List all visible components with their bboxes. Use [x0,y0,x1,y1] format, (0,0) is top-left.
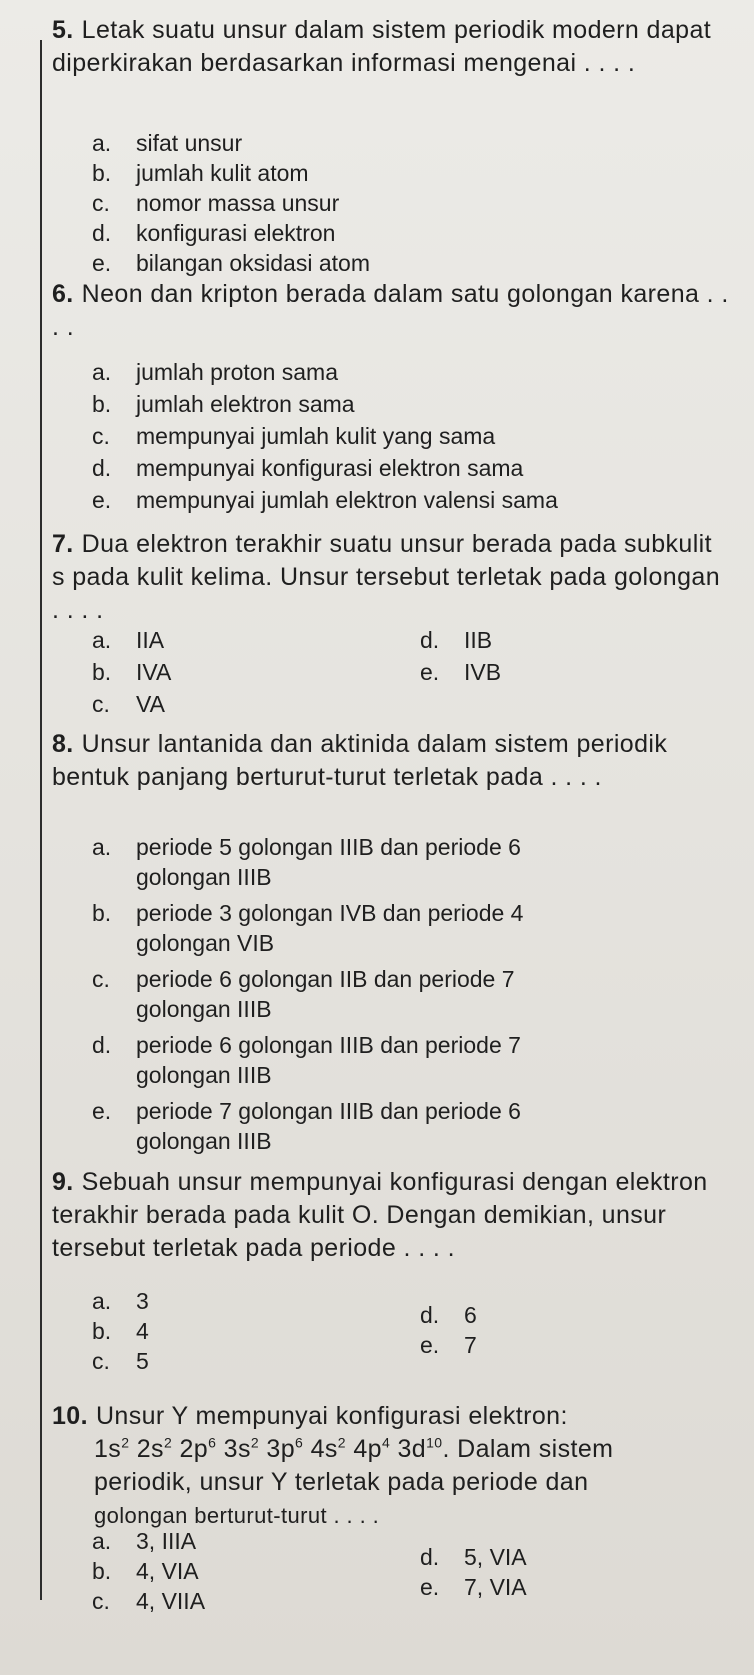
option-8e[interactable]: e. periode 7 golongan IIIB dan periode 6 golongan IIIB [92,1098,521,1154]
orbital-term: 2s [129,1435,164,1463]
option-5a[interactable]: a. sifat unsur [92,130,243,156]
margin-rule [40,40,42,1600]
orbital-term: 3d [390,1435,427,1463]
option-10c[interactable]: c. 4, VIIA [92,1588,206,1614]
option-9c[interactable]: c. 5 [92,1348,149,1374]
question-stem-cont: golongan berturut-turut . . . . [94,1503,380,1528]
question-stem: 8. Unsur lantanida dan aktinida dalam sistem periodik bentuk panjang berturut-turut terletak pada . . . . [52,730,668,791]
option-8d[interactable]: d. periode 6 golongan IIIB dan periode 7 golongan IIIB [92,1032,521,1088]
option-7a[interactable]: a. IIA [92,627,165,653]
option-6b[interactable]: b. jumlah elektron sama [92,391,355,417]
option-10d[interactable]: d. 5, VIA [420,1544,527,1570]
option-7e[interactable]: e. IVB [420,659,502,685]
question-stem: 7. Dua elektron terakhir suatu unsur berada pada subkulit s pada kulit kelima. Unsur tersebut terletak pada golongan . . . . [52,530,721,624]
orbital-electrons: 10 [426,1434,443,1451]
orbital-electrons: 4 [381,1434,391,1451]
orbital-term: 4s [303,1435,338,1463]
question-7 [52,528,732,627]
electron-configuration: $1s^2$ $2s^2$ $2p^6$ $3s^2$ $3p^6$ $4s^2$ $4p^4$ $3d^{10}$. Dalam sistem [94,1434,614,1463]
orbital-electrons: 2 [250,1434,260,1451]
option-8c[interactable]: c. periode 6 golongan IIB dan periode 7 golongan IIIB [92,966,515,1022]
question-stem: 5. Letak suatu unsur dalam sistem periodik modern dapat diperkirakan berdasarkan informasi mengenai . . . . [52,16,712,77]
option-8b[interactable]: b. periode 3 golongan IVB dan periode 4 golongan VIB [92,900,524,956]
option-5e[interactable]: e. bilangan oksidasi atom [92,250,370,276]
question-stem-cont: periodik, unsur Y terletak pada periode dan [94,1468,589,1496]
option-5d[interactable]: d. konfigurasi elektron [92,220,336,246]
orbital-electrons: 6 [295,1434,304,1451]
option-8a[interactable]: a. periode 5 golongan IIIB dan periode 6 golongan IIIB [92,834,521,890]
orbital-electrons: 6 [208,1434,217,1451]
option-7d[interactable]: d. IIB [420,627,493,653]
option-9d[interactable]: d. 6 [420,1302,477,1328]
orbital-term: 4p [345,1435,382,1463]
orbital-term: 3s [216,1435,251,1463]
option-10a[interactable]: a. 3, IIIA [92,1528,197,1554]
question-stem: 10. Unsur Y mempunyai konfigurasi elektron: [52,1402,568,1430]
orbital-term: 1s [94,1435,122,1463]
option-5b[interactable]: b. jumlah kulit atom [92,160,309,186]
option-5c[interactable]: c. nomor massa unsur [92,190,340,216]
option-7c[interactable]: c. VA [92,691,165,717]
orbital-term: 2p [172,1435,209,1463]
orbital-electrons: 2 [121,1434,130,1451]
orbital-electrons: 2 [337,1434,346,1451]
option-6a[interactable]: a. jumlah proton sama [92,359,338,385]
orbital-term: 3p [259,1435,296,1463]
question-stem: 9. Sebuah unsur mempunyai konfigurasi dengan elektron terakhir berada pada kulit O. Dengan demikian, unsur tersebut terletak pada periode . . . . [52,1168,708,1262]
option-9e[interactable]: e. 7 [420,1332,477,1358]
question-10 [52,1400,732,1532]
option-7b[interactable]: b. IVA [92,659,172,685]
option-10b[interactable]: b. 4, VIA [92,1558,199,1584]
question-6 [52,278,732,344]
question-5 [52,14,732,80]
question-stem: 6. Neon dan kripton berada dalam satu golongan karena . . . . [52,280,729,341]
option-9a[interactable]: a. 3 [92,1288,149,1314]
option-10e[interactable]: e. 7, VIA [420,1574,527,1600]
orbital-electrons: 2 [163,1434,173,1451]
option-6e[interactable]: e. mempunyai jumlah elektron valensi sama [92,487,558,513]
config-formula [94,1435,442,1463]
option-6c[interactable]: c. mempunyai jumlah kulit yang sama [92,423,496,449]
question-9 [52,1166,732,1265]
option-6d[interactable]: d. mempunyai konfigurasi elektron sama [92,455,524,481]
option-9b[interactable]: b. 4 [92,1318,149,1344]
question-8 [52,728,732,794]
